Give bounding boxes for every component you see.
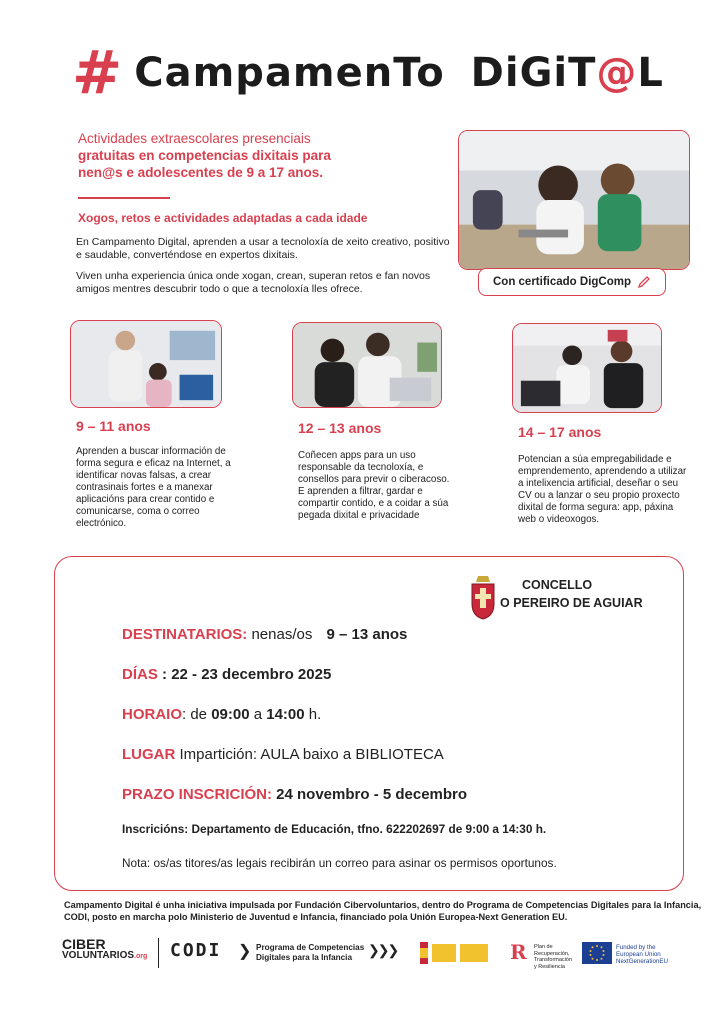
main-photo-image [459, 131, 689, 269]
footnote: Campamento Digital é unha iniciativa impulsada por Fundación Cibervoluntarios, dentro do Programa de Competencias Digitales para la Infancia, CODI, posto en marcha polo Ministerio de Juventud e Infancia, financiado pola Unión Europea-Next Generation EU. [64, 900, 702, 922]
title-word-digital: DiGiT@L [470, 50, 664, 96]
age-photo-9-11 [70, 320, 222, 408]
recovery-plan-logo: R Plan de Recuperación, Transformación y Resiliencia [510, 940, 573, 970]
concello-line-2: O PEREIRO DE AGUIAR [500, 596, 643, 610]
paragraph-1: En Campamento Digital, aprenden a usar a tecnoloxía de xeito creativo, positivo e saudable, converténdose en expertos dixitais. [76, 236, 450, 261]
age-desc-12-13: Coñecen apps para un uso responsable da tecnoloxía, e consellos para previr o ciberacoso. E aprenden a filtrar, gardar e compartir contido, e a coidar a súa pegada dixital e privacidade [298, 450, 450, 521]
age-range-12-13: 12 – 13 anos [298, 420, 382, 436]
certificate-badge [478, 268, 666, 296]
age-photo-14-17-image [513, 324, 661, 412]
spain-government-logo [420, 942, 490, 964]
sponsor-logos [62, 932, 682, 972]
paragraph-2: Viven unha experiencia única onde xogan, crean, superan retos e fan novos amigos mentres descubrir todo o que a tecnoloxía lles ofrece. [76, 270, 431, 295]
info-inscricions: Inscricións: Departamento de Educación, tfno. 622202697 de 9:00 a 14:30 h. [122, 822, 547, 836]
info-nota: Nota: os/as titores/as legais recibirán un correo para asinar os permisos oportunos. [122, 856, 557, 870]
info-horaio: HORAIO: de 09:00 a 14:00 h. [122, 706, 322, 723]
age-desc-9-11: Aprenden a buscar información de forma segura e eficaz na Internet, a identificar novas falsas, a crear contrasinais fortes e a manexar aplicacións para crear contido e comunicarse, coma o correo electrónico. [76, 446, 231, 529]
intro-line-3: nen@s e adolescentes de 9 a 17 anos. [78, 165, 324, 180]
cibervoluntarios-logo: CIBER VOLUNTARIOS.org [62, 936, 148, 961]
info-prazo: PRAZO INSCRICIÓN: 24 novembro - 5 decembro [122, 786, 468, 803]
age-desc-14-17: Potencian a súa empregabilidade e emprendemento, aprendendo a utilizar a intelixencia artificial, deseñar o seu CV ou a lanzar o seu propio proxecto dixital de forma segura: app, páxina web o videoxogos. [518, 454, 687, 525]
page-title [72, 38, 664, 108]
eu-flag-icon [582, 942, 612, 964]
triple-chevron-icon: ❯❯❯ [368, 942, 398, 958]
intro-line-1: Actividades extraescolares presenciais [78, 131, 311, 146]
intro-divider [78, 197, 170, 199]
codi-logo: CODI [170, 940, 222, 961]
logo-divider [158, 938, 159, 968]
age-range-9-11: 9 – 11 anos [76, 418, 151, 434]
certificate-label: Con certificado DigComp [492, 276, 631, 288]
subheading: Xogos, retos e actividades adaptadas a cada idade [78, 211, 368, 225]
pencil-icon [637, 275, 651, 289]
concello-line-1: CONCELLO [522, 578, 593, 592]
eu-funding-logo: Funded by the European Union NextGenerationEU [582, 942, 682, 966]
age-photo-9-11-image [71, 321, 221, 407]
age-photo-14-17 [512, 323, 662, 413]
title-word-campamento: CampamenTo [134, 50, 445, 96]
hash-symbol: # [72, 38, 123, 108]
age-photo-12-13-image [293, 323, 441, 407]
concello-logo [470, 574, 660, 620]
main-photo [458, 130, 690, 270]
coat-of-arms-icon [470, 574, 496, 620]
intro-text [78, 130, 398, 181]
chevron-right-icon: ❯ [238, 943, 252, 960]
info-lugar: LUGAR Impartición: AULA baixo a BIBLIOTECA [122, 746, 444, 763]
info-dias: DÍAS : 22 - 23 decembro 2025 [122, 666, 332, 683]
codi-programme-text: Programa de Competencias Digitales para la Infancia [256, 943, 365, 962]
age-photo-12-13 [292, 322, 442, 408]
age-range-14-17: 14 – 17 anos [518, 424, 602, 440]
intro-line-2: gratuitas en competencias dixitais para [78, 148, 331, 163]
info-destinatarios: DESTINATARIOS: nenas/os 9 – 13 anos [122, 626, 408, 643]
